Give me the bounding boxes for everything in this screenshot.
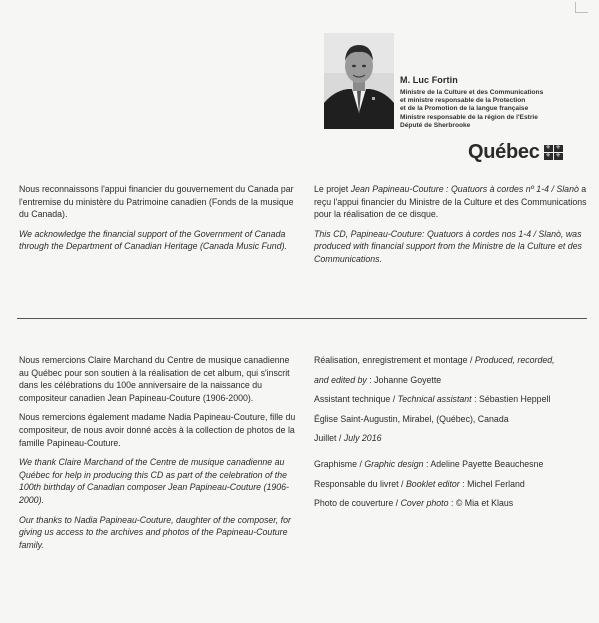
credit-role-en: Produced, recorded, bbox=[474, 355, 555, 365]
credit-role-en: and edited by bbox=[314, 374, 367, 385]
credit-name: : © Mia et Klaus bbox=[448, 498, 514, 509]
thanks-section bbox=[19, 354, 297, 558]
minister-title: et ministre responsable de la Protection bbox=[400, 97, 526, 105]
credit-role-fr: Graphisme / bbox=[314, 458, 365, 469]
credit-role-en: Cover photo bbox=[400, 498, 449, 509]
credit-booklet bbox=[314, 478, 590, 491]
album-title: Jean Papineau-Couture : Quatuors à cordes nº 1-4 / Slanò bbox=[350, 184, 579, 194]
thanks-en-2: Our thanks to Nadia Papineau-Couture, daughter of the composer, for giving us access to the archives and photos of the Papineau-Couture family. bbox=[19, 514, 291, 550]
credit-production-cont bbox=[314, 374, 590, 387]
credit-name: : Adeline Payette Beauchesne bbox=[423, 458, 544, 469]
canada-acknowledgement-en: We acknowledge the financial support of the Government of Canada through the Department of Canadian Heritage (Canada Music Fund). bbox=[19, 228, 287, 252]
quebec-logo bbox=[468, 140, 563, 164]
credit-design bbox=[314, 458, 590, 471]
credit-production bbox=[314, 354, 590, 367]
credits-section bbox=[314, 354, 590, 517]
text-fragment: a reçu l'appui financier du Ministre de la Culture et des Communications pour la réalisation de ce disque. bbox=[314, 184, 587, 220]
minister-title: Député de Sherbrooke bbox=[400, 121, 471, 129]
text-fragment: Le projet bbox=[314, 184, 351, 194]
fleur-de-lis-icon: ⚜ bbox=[545, 144, 551, 151]
fleur-de-lis-icon: ⚜ bbox=[555, 144, 561, 151]
credit-role-en: Technical assistant bbox=[397, 394, 472, 405]
crop-mark bbox=[575, 2, 588, 13]
credit-assistant bbox=[314, 393, 590, 406]
quebec-acknowledgement-fr bbox=[314, 183, 590, 221]
minister-portrait bbox=[324, 33, 394, 129]
quebec-wordmark: Québec bbox=[468, 141, 540, 163]
credit-role-fr: Réalisation, enregistrement et montage / bbox=[314, 355, 475, 365]
quebec-acknowledgement bbox=[314, 183, 590, 273]
fleur-de-lis-icon: ⚜ bbox=[555, 152, 561, 159]
credit-date bbox=[314, 432, 590, 445]
credit-role-en: Graphic design bbox=[364, 458, 424, 469]
minister-name: M. Luc Fortin bbox=[400, 75, 458, 85]
quebec-flag-icon bbox=[544, 145, 563, 160]
credit-role-fr: Photo de couverture / bbox=[314, 498, 401, 509]
credit-role-fr: Assistant technique / bbox=[314, 394, 398, 405]
canada-acknowledgement-fr: Nous reconnaissons l'appui financier du gouvernement du Canada par l'entremise du ministère du Patrimoine canadien (Fonds de la musique du Canada). bbox=[19, 184, 294, 220]
minister-title: et de la Promotion de la langue française bbox=[400, 105, 529, 113]
credit-date-fr: Juillet / bbox=[314, 433, 344, 444]
credit-role-fr: Responsable du livret / bbox=[314, 478, 406, 489]
credit-role-en: Booklet editor bbox=[405, 478, 460, 489]
thanks-fr-1: Nous remercions Claire Marchand du Centre de musique canadienne au Québec pour son soutien à la réalisation de cet album, qui s'inscrit dans les célébrations du 100e anniversaire de la naissance du compositeur canadien Jean Papineau-Couture (1906-2000). bbox=[19, 355, 290, 403]
quebec-acknowledgement-en: This CD, Papineau-Couture: Quatuors à cordes nos 1-4 / Slanò, was produced with financial support from the Ministre de la Culture et des Communications. bbox=[314, 228, 582, 264]
thanks-fr-2: Nous remercions également madame Nadia Papineau-Couture, fille du compositeur, de nous avoir donné accès à la collection de photos de la famille Papineau-Couture. bbox=[19, 412, 296, 448]
thanks-en-1: We thank Claire Marchand of the Centre de musique canadienne au Québec for help in producing this CD as part of the celebration of the 100th birthday of Canadian composer Jean Papineau-Couture (1906-2000). bbox=[19, 457, 289, 505]
credit-date-en: July 2016 bbox=[343, 433, 382, 444]
credit-cover bbox=[314, 497, 590, 510]
minister-caption bbox=[400, 75, 595, 130]
minister-title: Ministre de la Culture et des Communications bbox=[400, 89, 544, 96]
credit-name: : Sébastien Heppell bbox=[471, 394, 551, 405]
credit-name: : Michel Ferland bbox=[459, 478, 525, 489]
minister-title: Ministre responsable de la région de l'Estrie bbox=[400, 113, 538, 121]
credit-name: : Johanne Goyette bbox=[366, 374, 442, 385]
fleur-de-lis-icon: ⚜ bbox=[545, 152, 551, 159]
portrait-photo bbox=[324, 33, 394, 129]
canada-acknowledgement bbox=[19, 183, 299, 260]
credit-venue: Église Saint-Augustin, Mirabel, (Québec), Canada bbox=[314, 413, 509, 424]
section-divider bbox=[17, 318, 587, 319]
